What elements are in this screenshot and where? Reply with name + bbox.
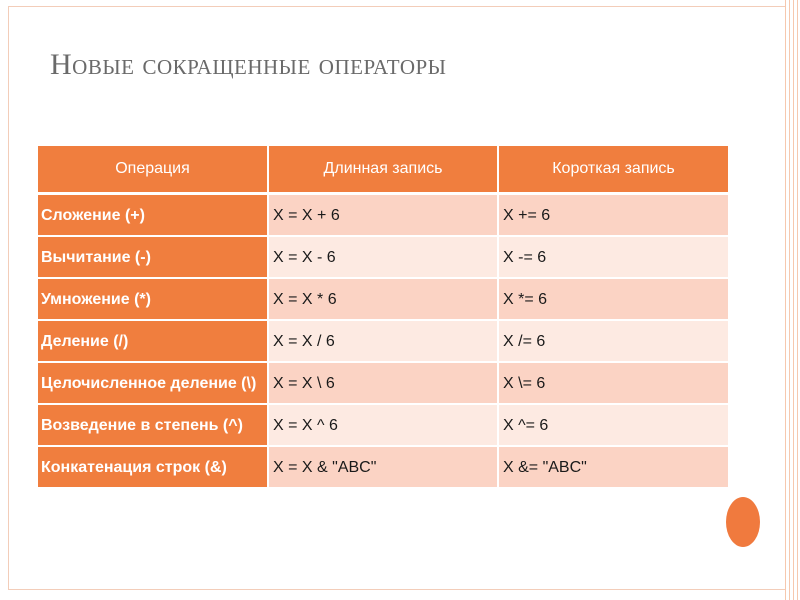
long-form-cell: X = X \ 6 xyxy=(268,362,498,404)
short-form-cell: X ^= 6 xyxy=(498,404,728,446)
table-row xyxy=(38,320,728,362)
table-row xyxy=(38,194,728,237)
operation-cell: Умножение (*) xyxy=(38,278,268,320)
long-form-cell: X = X + 6 xyxy=(268,194,498,237)
header-long-form: Длинная запись xyxy=(268,146,498,194)
header-short-form: Короткая запись xyxy=(498,146,728,194)
decorative-stripes xyxy=(782,0,800,600)
operators-table xyxy=(38,146,728,489)
short-form-cell: X \= 6 xyxy=(498,362,728,404)
table-row xyxy=(38,278,728,320)
short-form-cell: X &= "ABC" xyxy=(498,446,728,488)
table-header-row xyxy=(38,146,728,194)
long-form-cell: X = X / 6 xyxy=(268,320,498,362)
long-form-cell: X = X - 6 xyxy=(268,236,498,278)
table-row xyxy=(38,236,728,278)
long-form-cell: X = X * 6 xyxy=(268,278,498,320)
table-row xyxy=(38,404,728,446)
slide-title: Новые сокращенные операторы xyxy=(50,48,447,81)
operation-cell: Конкатенация строк (&) xyxy=(38,446,268,488)
short-form-cell: X /= 6 xyxy=(498,320,728,362)
table-row xyxy=(38,446,728,488)
operation-cell: Целочисленное деление (\) xyxy=(38,362,268,404)
short-form-cell: X -= 6 xyxy=(498,236,728,278)
long-form-cell: X = X & "ABC" xyxy=(268,446,498,488)
long-form-cell: X = X ^ 6 xyxy=(268,404,498,446)
short-form-cell: X += 6 xyxy=(498,194,728,237)
operation-cell: Возведение в степень (^) xyxy=(38,404,268,446)
operation-cell: Сложение (+) xyxy=(38,194,268,237)
operation-cell: Вычитание (-) xyxy=(38,236,268,278)
table-row xyxy=(38,362,728,404)
short-form-cell: X *= 6 xyxy=(498,278,728,320)
header-operation: Операция xyxy=(38,146,268,194)
decorative-circle xyxy=(726,497,760,547)
operation-cell: Деление (/) xyxy=(38,320,268,362)
